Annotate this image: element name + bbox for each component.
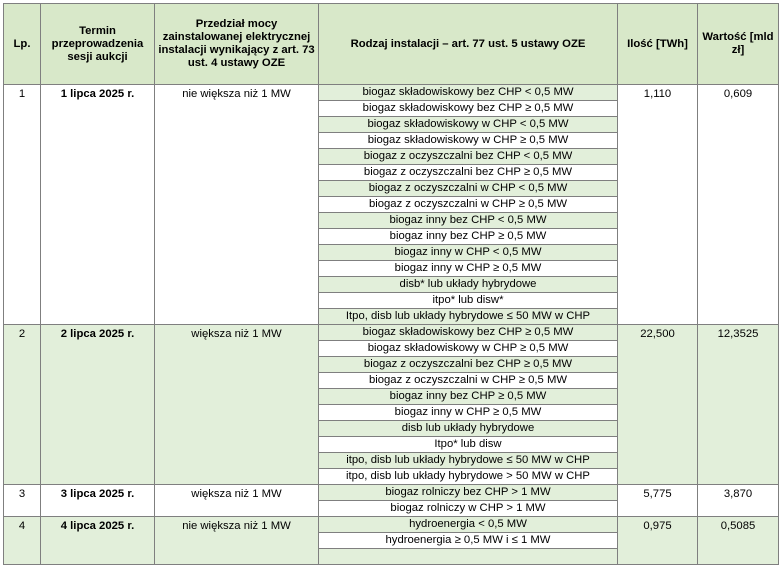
row-przedzial: większa niż 1 MW <box>155 325 319 485</box>
rodzaje-list <box>319 325 617 484</box>
row-przedzial: większa niż 1 MW <box>155 485 319 517</box>
row-lp: 2 <box>4 325 41 485</box>
rodzaj-item: biogaz inny w CHP ≥ 0,5 MW <box>319 261 617 277</box>
rodzaj-item: biogaz składowiskowy bez CHP < 0,5 MW <box>319 85 617 101</box>
rodzaj-item: hydroenergia < 0,5 MW <box>319 517 617 533</box>
rodzaj-item: biogaz inny w CHP < 0,5 MW <box>319 245 617 261</box>
rodzaj-item: biogaz składowiskowy w CHP ≥ 0,5 MW <box>319 133 617 149</box>
rodzaje-list <box>319 485 617 516</box>
rodzaj-item: biogaz rolniczy bez CHP > 1 MW <box>319 485 617 501</box>
row-rodzaje-cell <box>319 85 618 325</box>
row-ilosc: 22,500 <box>618 325 698 485</box>
row-ilosc: 1,110 <box>618 85 698 325</box>
rodzaj-item: Itpo* lub disw <box>319 437 617 453</box>
auction-table <box>3 3 779 565</box>
row-wartosc: 0,609 <box>698 85 779 325</box>
row-wartosc: 3,870 <box>698 485 779 517</box>
header-row <box>4 4 779 85</box>
rodzaj-item: biogaz z oczyszczalni w CHP ≥ 0,5 MW <box>319 373 617 389</box>
row-wartosc: 12,3525 <box>698 325 779 485</box>
row-przedzial: nie większa niż 1 MW <box>155 85 319 325</box>
rodzaj-item: biogaz z oczyszczalni bez CHP ≥ 0,5 MW <box>319 165 617 181</box>
rodzaj-item: biogaz inny bez CHP ≥ 0,5 MW <box>319 229 617 245</box>
rodzaj-item: biogaz składowiskowy w CHP ≥ 0,5 MW <box>319 341 617 357</box>
header-ilosc: Ilość [TWh] <box>618 4 698 85</box>
rodzaj-item: Itpo, disb lub układy hybrydowe ≤ 50 MW w CHP <box>319 309 617 325</box>
rodzaj-item: biogaz rolniczy w CHP > 1 MW <box>319 501 617 517</box>
row-termin: 1 lipca 2025 r. <box>41 85 155 325</box>
row-termin: 4 lipca 2025 r. <box>41 517 155 565</box>
header-wartosc: Wartość [mld zł] <box>698 4 779 85</box>
row-lp: 4 <box>4 517 41 565</box>
rodzaj-item: itpo, disb lub układy hybrydowe ≤ 50 MW w CHP <box>319 453 617 469</box>
row-lp: 3 <box>4 485 41 517</box>
row-rodzaje-cell <box>319 325 618 485</box>
rodzaj-item: biogaz z oczyszczalni w CHP < 0,5 MW <box>319 181 617 197</box>
row-lp: 1 <box>4 85 41 325</box>
rodzaje-list <box>319 517 617 564</box>
rodzaj-item: biogaz inny w CHP ≥ 0,5 MW <box>319 405 617 421</box>
row-ilosc: 5,775 <box>618 485 698 517</box>
rodzaje-list <box>319 85 617 324</box>
row-ilosc: 0,975 <box>618 517 698 565</box>
header-rodzaj: Rodzaj instalacji – art. 77 ust. 5 ustawy OZE <box>319 4 618 85</box>
rodzaj-item: biogaz składowiskowy bez CHP ≥ 0,5 MW <box>319 325 617 341</box>
rodzaj-item: biogaz składowiskowy bez CHP ≥ 0,5 MW <box>319 101 617 117</box>
row-termin: 2 lipca 2025 r. <box>41 325 155 485</box>
row-termin: 3 lipca 2025 r. <box>41 485 155 517</box>
rodzaj-item: itpo* lub disw* <box>319 293 617 309</box>
rodzaj-item: biogaz inny bez CHP < 0,5 MW <box>319 213 617 229</box>
header-lp: Lp. <box>4 4 41 85</box>
rodzaj-item: hydroenergia ≥ 0,5 MW i ≤ 1 MW <box>319 533 617 549</box>
rodzaj-item: itpo, disb lub układy hybrydowe > 50 MW w CHP <box>319 469 617 485</box>
rodzaj-item: biogaz inny bez CHP ≥ 0,5 MW <box>319 389 617 405</box>
rodzaj-item: disb* lub układy hybrydowe <box>319 277 617 293</box>
rodzaj-item: biogaz z oczyszczalni bez CHP < 0,5 MW <box>319 149 617 165</box>
table-row <box>4 517 779 565</box>
row-przedzial: nie większa niż 1 MW <box>155 517 319 565</box>
row-rodzaje-cell <box>319 517 618 565</box>
header-przedzial: Przedział mocy zainstalowanej elektrycznej instalacji wynikający z art. 73 ust. 4 ustawy OZE <box>155 4 319 85</box>
table-body <box>4 85 779 565</box>
table-row <box>4 325 779 485</box>
rodzaj-item <box>319 549 617 565</box>
table-row <box>4 485 779 517</box>
rodzaj-item: biogaz z oczyszczalni bez CHP ≥ 0,5 MW <box>319 357 617 373</box>
rodzaj-item: biogaz z oczyszczalni w CHP ≥ 0,5 MW <box>319 197 617 213</box>
rodzaj-item: biogaz składowiskowy w CHP < 0,5 MW <box>319 117 617 133</box>
row-wartosc: 0,5085 <box>698 517 779 565</box>
table-row <box>4 85 779 325</box>
header-termin: Termin przeprowadzenia sesji aukcji <box>41 4 155 85</box>
row-rodzaje-cell <box>319 485 618 517</box>
rodzaj-item: disb lub układy hybrydowe <box>319 421 617 437</box>
